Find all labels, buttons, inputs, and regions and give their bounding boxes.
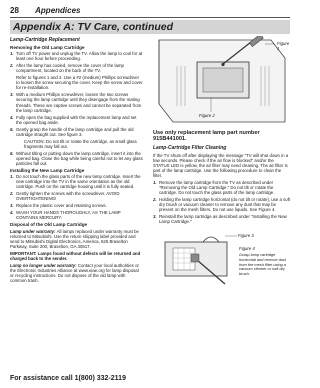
list-item: 1. Do not touch the glass parts of the new lamp cartridge. Insert the new cartridge into the TV in the same orientation as the old cartridge. Push on the cartridge housing until it is fully seated. bbox=[10, 174, 141, 190]
list-item: 2. After the lamp has cooled, remove the cover of the lamp compartment, located on the back of the TV. bbox=[10, 63, 124, 74]
figure-2-label: Figure 2 bbox=[199, 113, 215, 118]
section-name: Appendices bbox=[35, 6, 81, 15]
figures-1-2 bbox=[153, 36, 291, 128]
list-item: 4. Fully open the bag supplied with the replacement lamp and set the opened bag aside. bbox=[10, 114, 137, 125]
left-column bbox=[10, 38, 143, 285]
filter-intro: If the TV shuts off after displaying the message "TV will shut down in a few seconds. Please check if the air flow is blocked" and/or the STATUS LED is yellow, the air filter may need cleaning. The air filter is part of the lamp cartridge. Use the following procedure to clean the filter. bbox=[153, 152, 289, 179]
header-rule bbox=[10, 17, 290, 18]
footer-assistance: For assistance call 1(800) 332-2119 bbox=[10, 375, 126, 382]
lamp-cover-illustration bbox=[153, 36, 291, 128]
remove-heading: Removing the Old Lamp Cartridge bbox=[10, 45, 85, 51]
list-item: Refer to figures 1 and 2. Use a #2 (medium) Phillips screwdriver to loosen the screw securing the cover. Keep the screw and cover for re-installation. bbox=[16, 75, 143, 91]
right-column bbox=[153, 36, 291, 292]
list-item: 4. WASH YOUR HANDS THOROUGHLY, AS THE LAMP CONTAINS MERCURY. bbox=[10, 210, 121, 221]
no-warranty-paragraph: Lamp no longer under warranty: Contact your local authorities or the Electronic Industries Alliance at www.eiae.org for lamp disposal or recycling instructions. Do not dispose of the old lamp with common trash. bbox=[10, 262, 139, 283]
list-item: 2. Gently tighten the screws with the screwdriver. AVOID OVERTIGHTENING! bbox=[10, 191, 120, 202]
lamp-replacement-title: Lamp-Cartridge Replacement bbox=[10, 37, 80, 43]
list-item: 3. With a medium Phillips screwdriver, loosen the two screws securing the lamp cartridge until they disengage from the mating threads. These are captive screws and cannot be separated from the lamp cartridge. bbox=[10, 92, 142, 113]
list-item: 6. Without tilting or putting down the lamp cartridge, insert it into the opened bag. Close the bag while being careful not to let any glass particles fall out. bbox=[10, 150, 143, 166]
list-item: 2. Holding the lamp cartridge horizontal (do not tilt or rotate), use a soft dry brush or vacuum cleaner to remove any dust that may be present on the mesh filters. Do not use liquids. See Figure 4. bbox=[153, 197, 291, 213]
figures-3-4 bbox=[153, 226, 291, 292]
caution-note: CAUTION: Do not tilt or rotate the cartridge, as small glass fragments may fall out. bbox=[24, 138, 137, 149]
important-note: IMPORTANT: Lamps found without defects will be returned and charged back to the sender. bbox=[10, 250, 141, 261]
list-item: 3. Replace the plastic cover and retaining screws. bbox=[10, 203, 107, 209]
list-item: 1. Remove the lamp cartridge from the TV as described under "Removing the Old Lamp Cartridge." Do not tilt or rotate the cartridge. Do not touch the glass parts of the lamp cartridge. bbox=[153, 180, 275, 196]
figure-4-label: Figure 4 bbox=[239, 246, 255, 252]
figure-3-label: Figure 3 bbox=[238, 233, 254, 239]
disposal-paragraph: Lamp under warranty: All lamps replaced under warranty must be returned to Mitsubishi. Use the return shipping label provided and send to Mitsubishi Digital Electronics, America, 625 Braselton Parkway, Suite 200, Braselton, GA 30517. bbox=[10, 228, 139, 249]
page-number: 28 bbox=[10, 6, 19, 15]
figure-4-caption: Grasp lamp cartridge horizontal and remove dust from the mesh filter using a vacuum cleaner or soft dry brush. bbox=[239, 252, 286, 276]
disposal-heading: Disposal of the Old Lamp Cartridge bbox=[10, 222, 88, 228]
list-item: 5. Gently grasp the handle of the lamp cartridge and pull the old cartridge straight out. See figure 3. bbox=[10, 126, 134, 137]
list-item: 3. Reinstall the lamp cartridge as described under "Installing the New Lamp Cartridge." bbox=[153, 214, 287, 225]
filter-title: Lamp-Cartridge Filter Cleaning bbox=[153, 144, 227, 151]
appendix-title: Appendix A: TV Care, continued bbox=[10, 20, 290, 34]
page-header bbox=[10, 6, 80, 15]
part-number-note: Use only replacement lamp part number 915B441001. bbox=[153, 130, 260, 143]
figure-1-label: Figure 1 bbox=[277, 41, 290, 52]
install-heading: Installing the New Lamp Cartridge bbox=[10, 168, 85, 174]
list-item: 1. Turn off TV power and unplug the TV. Allow the lamp to cool for at least one hour before proceeding. bbox=[10, 51, 143, 62]
